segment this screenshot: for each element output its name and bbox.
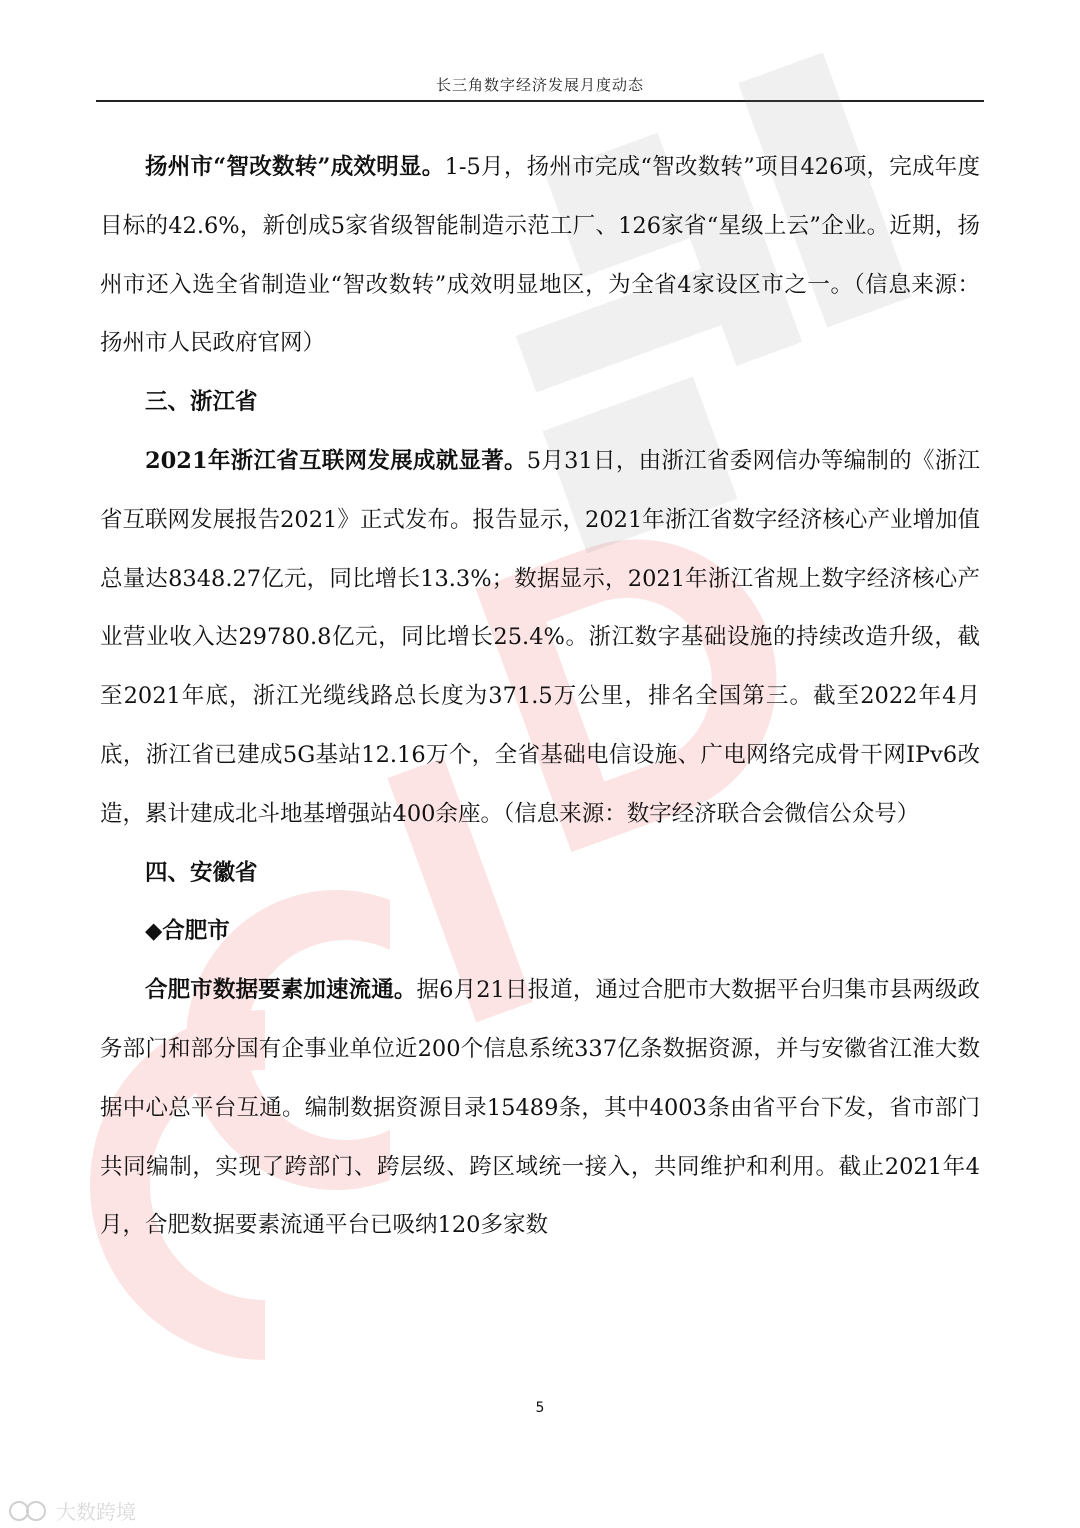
paragraph-yangzhou — [100, 138, 980, 373]
paragraph-text: 5月31日，由浙江省委网信办等编制的《浙江省互联网发展报告2021》正式发布。报告显示，2021年浙江省数字经济核心产业增加值总量达8348.27亿元，同比增长13.3%；数据显示，2021年浙江省规上数字经济核心产业营业收入达29780.8亿元，同比增长25.4%。浙江数字基础设施的持续改造升级，截至2021年底，浙江光缆线路总长度为371.5万公里，排名全国第三。截至2022年4月底，浙江省已建成5G基站12.16万个，全省基础电信设施、广电网络完成骨干网IPv6改造，累计建成北斗地基增强站400余座。（信息来源：数字经济联合会微信公众号） — [100, 447, 980, 827]
section-heading-zhejiang: 三、浙江省 — [145, 389, 258, 416]
paragraph-lead: 2021年浙江省互联网发展成就显著。 — [145, 447, 527, 474]
header-divider — [96, 100, 984, 102]
document-body — [100, 138, 980, 1255]
paragraph-hefei — [100, 961, 980, 1255]
paragraph-text: 1-5月，扬州市完成“智改数转”项目426项，完成年度目标的42.6%，新创成5家省级智能制造示范工厂、126家省“星级上云”企业。近期，扬州市还入选全省制造业“智改数转”成效明显地区，为全省4家设区市之一。（信息来源：扬州市人民政府官网） — [100, 154, 981, 357]
running-header: 长三角数字经济发展月度动态 — [435, 76, 644, 94]
paragraph-lead: 扬州市“智改数转”成效明显。 — [145, 154, 445, 180]
paragraph-zhejiang — [100, 432, 980, 844]
brand-text: 大数跨境 — [56, 1500, 136, 1524]
section-heading-anhui: 四、安徽省 — [145, 859, 258, 886]
page-number: 5 — [535, 1400, 545, 1416]
subheading-hefei: ◆合肥市 — [145, 918, 230, 945]
paragraph-text: 据6月21日报道，通过合肥市大数据平台归集市县两级政务部门和部分国有企事业单位近200个信息系统337亿条数据资源，并与安徽省江淮大数据中心总平台互通。编制数据资源目录15489条，其中4003条由省平台下发，省市部门共同编制，实现了跨部门、跨层级、跨区域统一接入，共同维护和利用。截止2021年4月，合肥数据要素流通平台已吸纳120多家数 — [100, 977, 980, 1239]
paragraph-lead: 合肥市数据要素加速流通。 — [145, 977, 417, 1004]
brand-logo-icon — [8, 1500, 52, 1522]
source-watermark — [8, 1496, 136, 1525]
